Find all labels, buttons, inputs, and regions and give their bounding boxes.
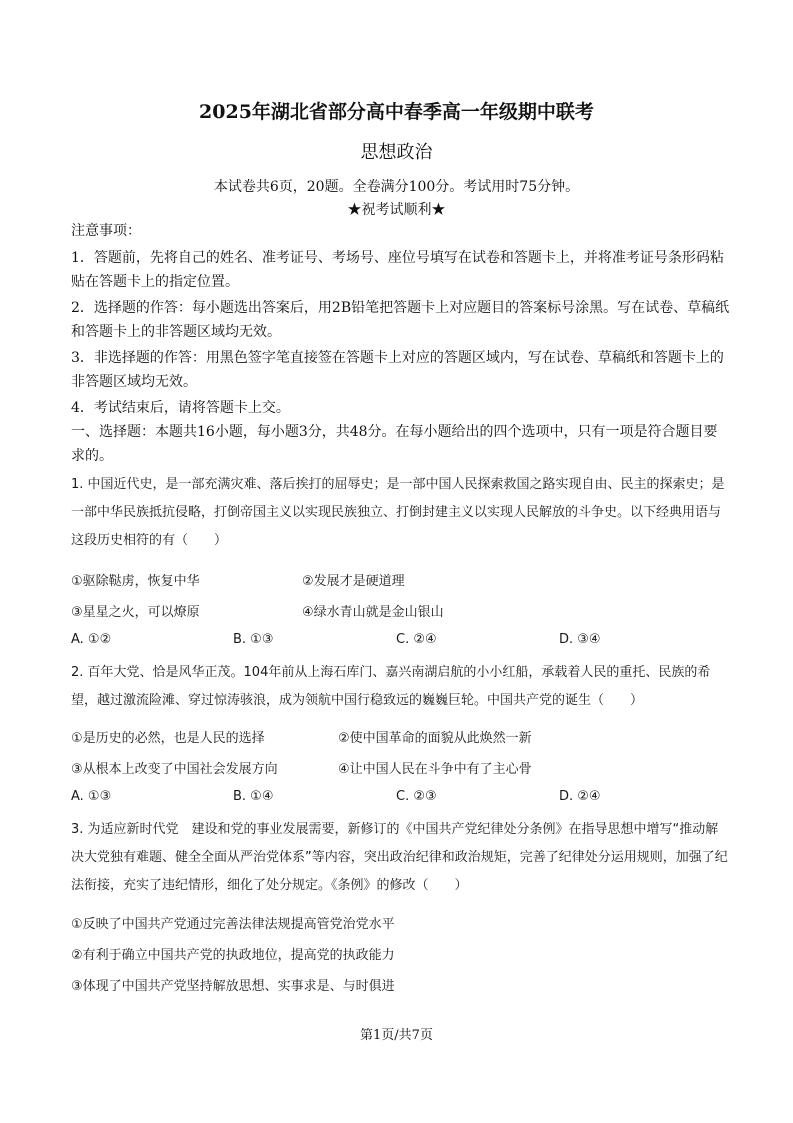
notes-heading: 注意事项： xyxy=(71,223,141,239)
question-2-choice-b: B. ①④ xyxy=(233,789,274,804)
note-item-3: 3．非选择题的作答：用黑色签字笔直接签在答题卡上对应的答题区域内，写在试卷、草稿纸和答题卡上的非答题区域均无效。 xyxy=(71,350,724,390)
question-1-statement-4: ④绿水青山就是金山银山 xyxy=(302,605,444,620)
question-1-statement-3: ③星星之火，可以燎原 xyxy=(71,605,200,620)
question-3-stem: 3. 为适应新时代党 建设和党的事业发展需要，新修订的《中国共产党纪律处分条例》在指导思想中增写“推动解决大党独有难题、健全全面从严治党体系”等内容，突出政治纪律和政治规矩，完善了纪律处分运用规则，加强了纪法衔接，充实了违纪情形，细化了处分规定。《条例》的修改（ ） xyxy=(71,822,728,893)
exam-wish: ★祝考试顺利★ xyxy=(347,202,446,218)
exam-info: 本试卷共6页，20题。全卷满分100分。考试用时75分钟。 xyxy=(213,179,580,195)
question-1-choice-b: B. ①③ xyxy=(233,632,274,647)
exam-title: 2025年湖北省部分高中春季高一年级期中联考 xyxy=(199,101,594,123)
question-3-statement-1: ①反映了中国共产党通过完善法律法规提高管党治党水平 xyxy=(71,917,395,932)
note-item-4: 4．考试结束后，请将答题卡上交。 xyxy=(71,400,290,416)
note-item-1: 1．答题前，先将自己的姓名、准考证号、考场号、座位号填写在试卷和答题卡上，并将准考证号条形码粘贴在答题卡上的指定位置。 xyxy=(71,250,724,290)
question-2-stem: 2. 百年大党、恰是风华正茂。104年前从上海石库门、嘉兴南湖启航的小小红船，承载着人民的重托、民族的希望，越过激流险滩、穿过惊涛骇浪，成为领航中国行稳致远的巍巍巨轮。中国共产党的诞生（ ） xyxy=(71,665,711,708)
question-1-choice-c: C. ②④ xyxy=(396,632,437,647)
question-3-statement-2: ②有利于确立中国共产党的执政地位，提高党的执政能力 xyxy=(71,948,395,963)
question-1-statement-1: ①驱除鞑虏，恢复中华 xyxy=(71,574,200,589)
question-2-choice-a: A. ①③ xyxy=(71,789,112,804)
note-item-2: 2．选择题的作答：每小题选出答案后，用2B铅笔把答题卡上对应题目的答案标号涂黑。写在试卷、草稿纸和答题卡上的非答题区域均无效。 xyxy=(71,300,730,340)
page-footer: 第1页/共7页 xyxy=(360,1028,433,1043)
question-2-statement-4: ④让中国人民在斗争中有了主心骨 xyxy=(338,762,532,777)
question-3-statement-3: ③体现了中国共产党坚持解放思想、实事求是、与时俱进 xyxy=(71,979,395,994)
question-1-choice-d: D. ③④ xyxy=(559,632,601,647)
question-2-statement-1: ①是历史的必然，也是人民的选择 xyxy=(71,731,265,746)
question-1-choice-a: A. ①② xyxy=(71,632,112,647)
question-1-stem: 1. 中国近代史，是一部充满灾难、落后挨打的屈辱史；是一部中国人民探索救国之路实现自由、民主的探索史；是一部中华民族抵抗侵略，打倒帝国主义以实现民族独立、打倒封建主义以实现人民解放的斗争史。以下经典用语与这段历史相符的有（ ） xyxy=(71,477,725,548)
question-1-statement-2: ②发展才是硬道理 xyxy=(302,574,405,589)
section-heading: 一、选择题：本题共16小题，每小题3分，共48分。在每小题给出的四个选项中，只有一项是符合题目要求的。 xyxy=(71,424,718,464)
subject-title: 思想政治 xyxy=(360,142,433,163)
question-2-choice-c: C. ②③ xyxy=(396,789,437,804)
question-2-statement-2: ②使中国革命的面貌从此焕然一新 xyxy=(338,731,532,746)
question-2-statement-3: ③从根本上改变了中国社会发展方向 xyxy=(71,762,278,777)
question-2-choice-d: D. ②④ xyxy=(559,789,601,804)
